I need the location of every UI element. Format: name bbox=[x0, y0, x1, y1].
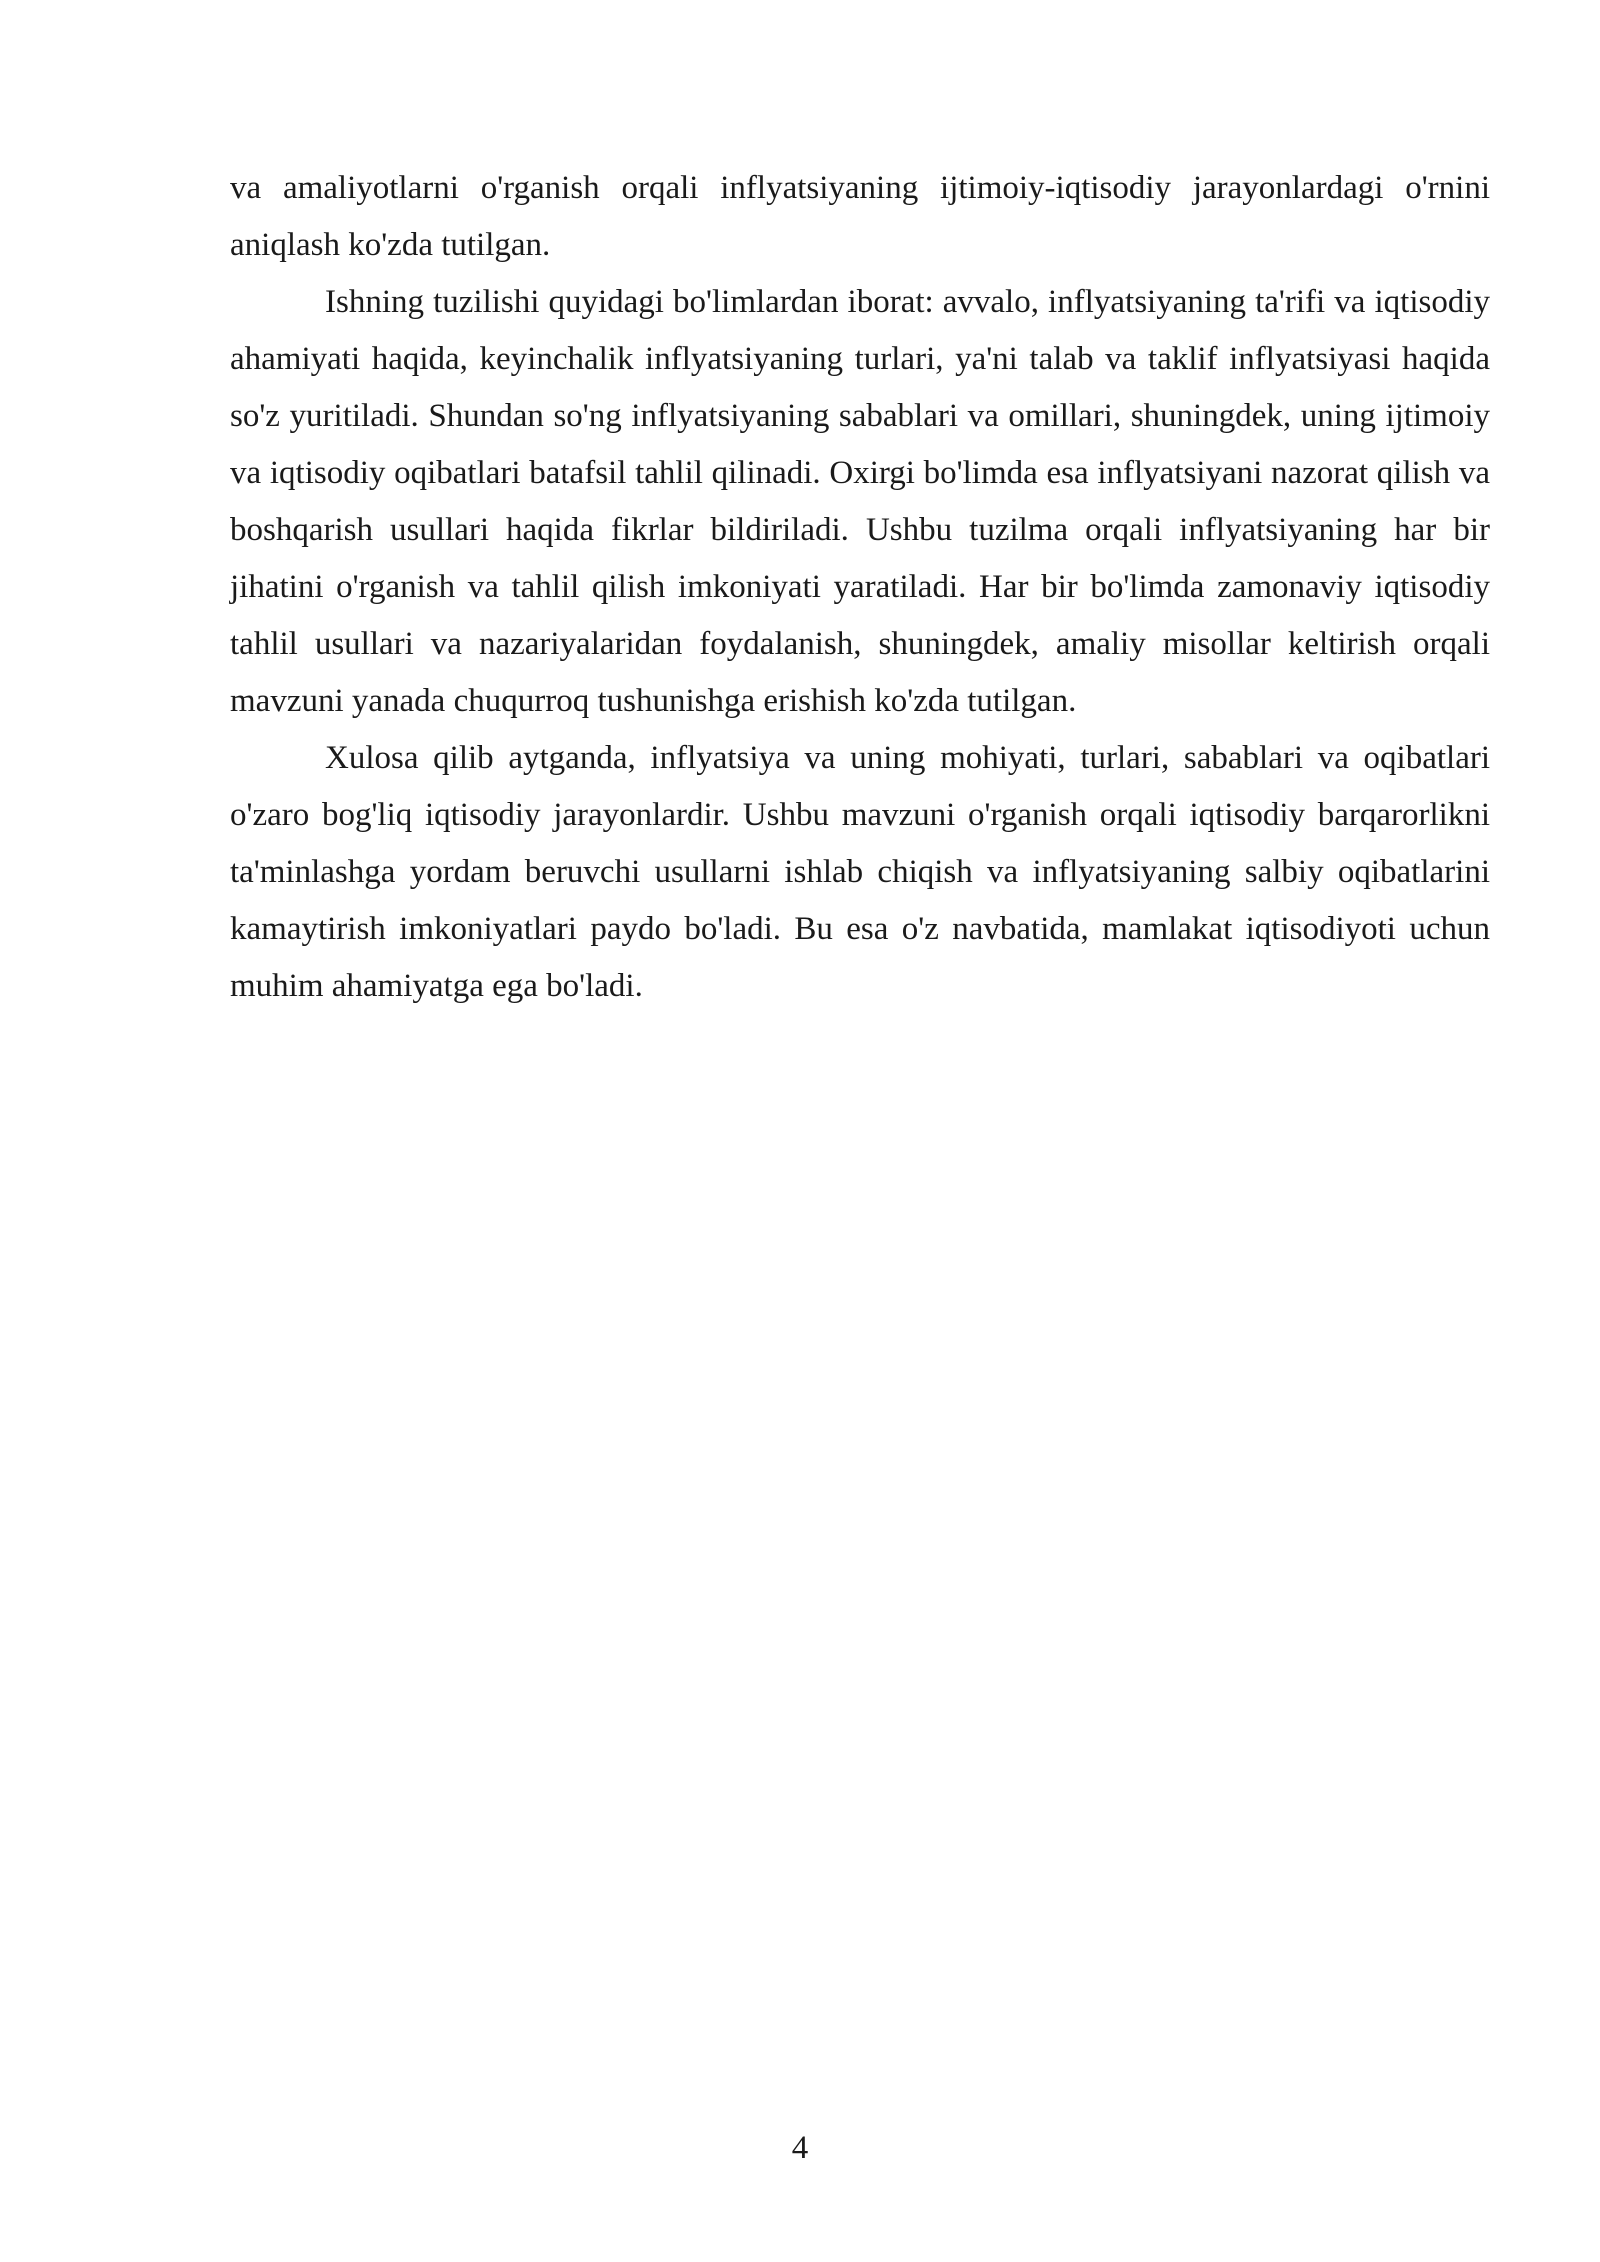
paragraph-continuation: va amaliyotlarni o'rganish orqali inflyatsiyaning ijtimoiy-iqtisodiy jarayonlardagi o'rnini aniqlash ko'zda tutilgan. bbox=[230, 170, 1490, 263]
page-number: 4 bbox=[791, 2130, 809, 2166]
body-text bbox=[230, 160, 1490, 1015]
paragraph-structure: Ishning tuzilishi quyidagi bo'limlardan iborat: avvalo, inflyatsiyaning ta'rifi va iqtisodiy ahamiyati haqida, keyinchalik inflyatsiyaning turlari, ya'ni talab va taklif inflyatsiyasi haqida so'z yuritiladi. Shundan so'ng inflyatsiyaning sabablari va omillari, shuningdek, uning ijtimoiy va iqtisodiy oqibatlari batafsil tahlil qilinadi. Oxirgi bo'limda esa inflyatsiyani nazorat qilish va boshqarish usullari haqida fikrlar bildiriladi. Ushbu tuzilma orqali inflyatsiyaning har bir jihatini o'rganish va tahlil qilish imkoniyati yaratiladi. Har bir bo'limda zamonaviy iqtisodiy tahlil usullari va nazariyalaridan foydalanish, shuningdek, amaliy misollar keltirish orqali mavzuni yanada chuqurroq tushunishga erishish ko'zda tutilgan. bbox=[230, 284, 1490, 719]
paragraph-conclusion: Xulosa qilib aytganda, inflyatsiya va uning mohiyati, turlari, sabablari va oqibatlari o'zaro bog'liq iqtisodiy jarayonlardir. Ushbu mavzuni o'rganish orqali iqtisodiy barqarorlikni ta'minlashga yordam beruvchi usullarni ishlab chiqish va inflyatsiyaning salbiy oqibatlarini kamaytirish imkoniyatlari paydo bo'ladi. Bu esa o'z navbatida, mamlakat iqtisodiyoti uchun muhim ahamiyatga ega bo'ladi. bbox=[230, 740, 1490, 1004]
